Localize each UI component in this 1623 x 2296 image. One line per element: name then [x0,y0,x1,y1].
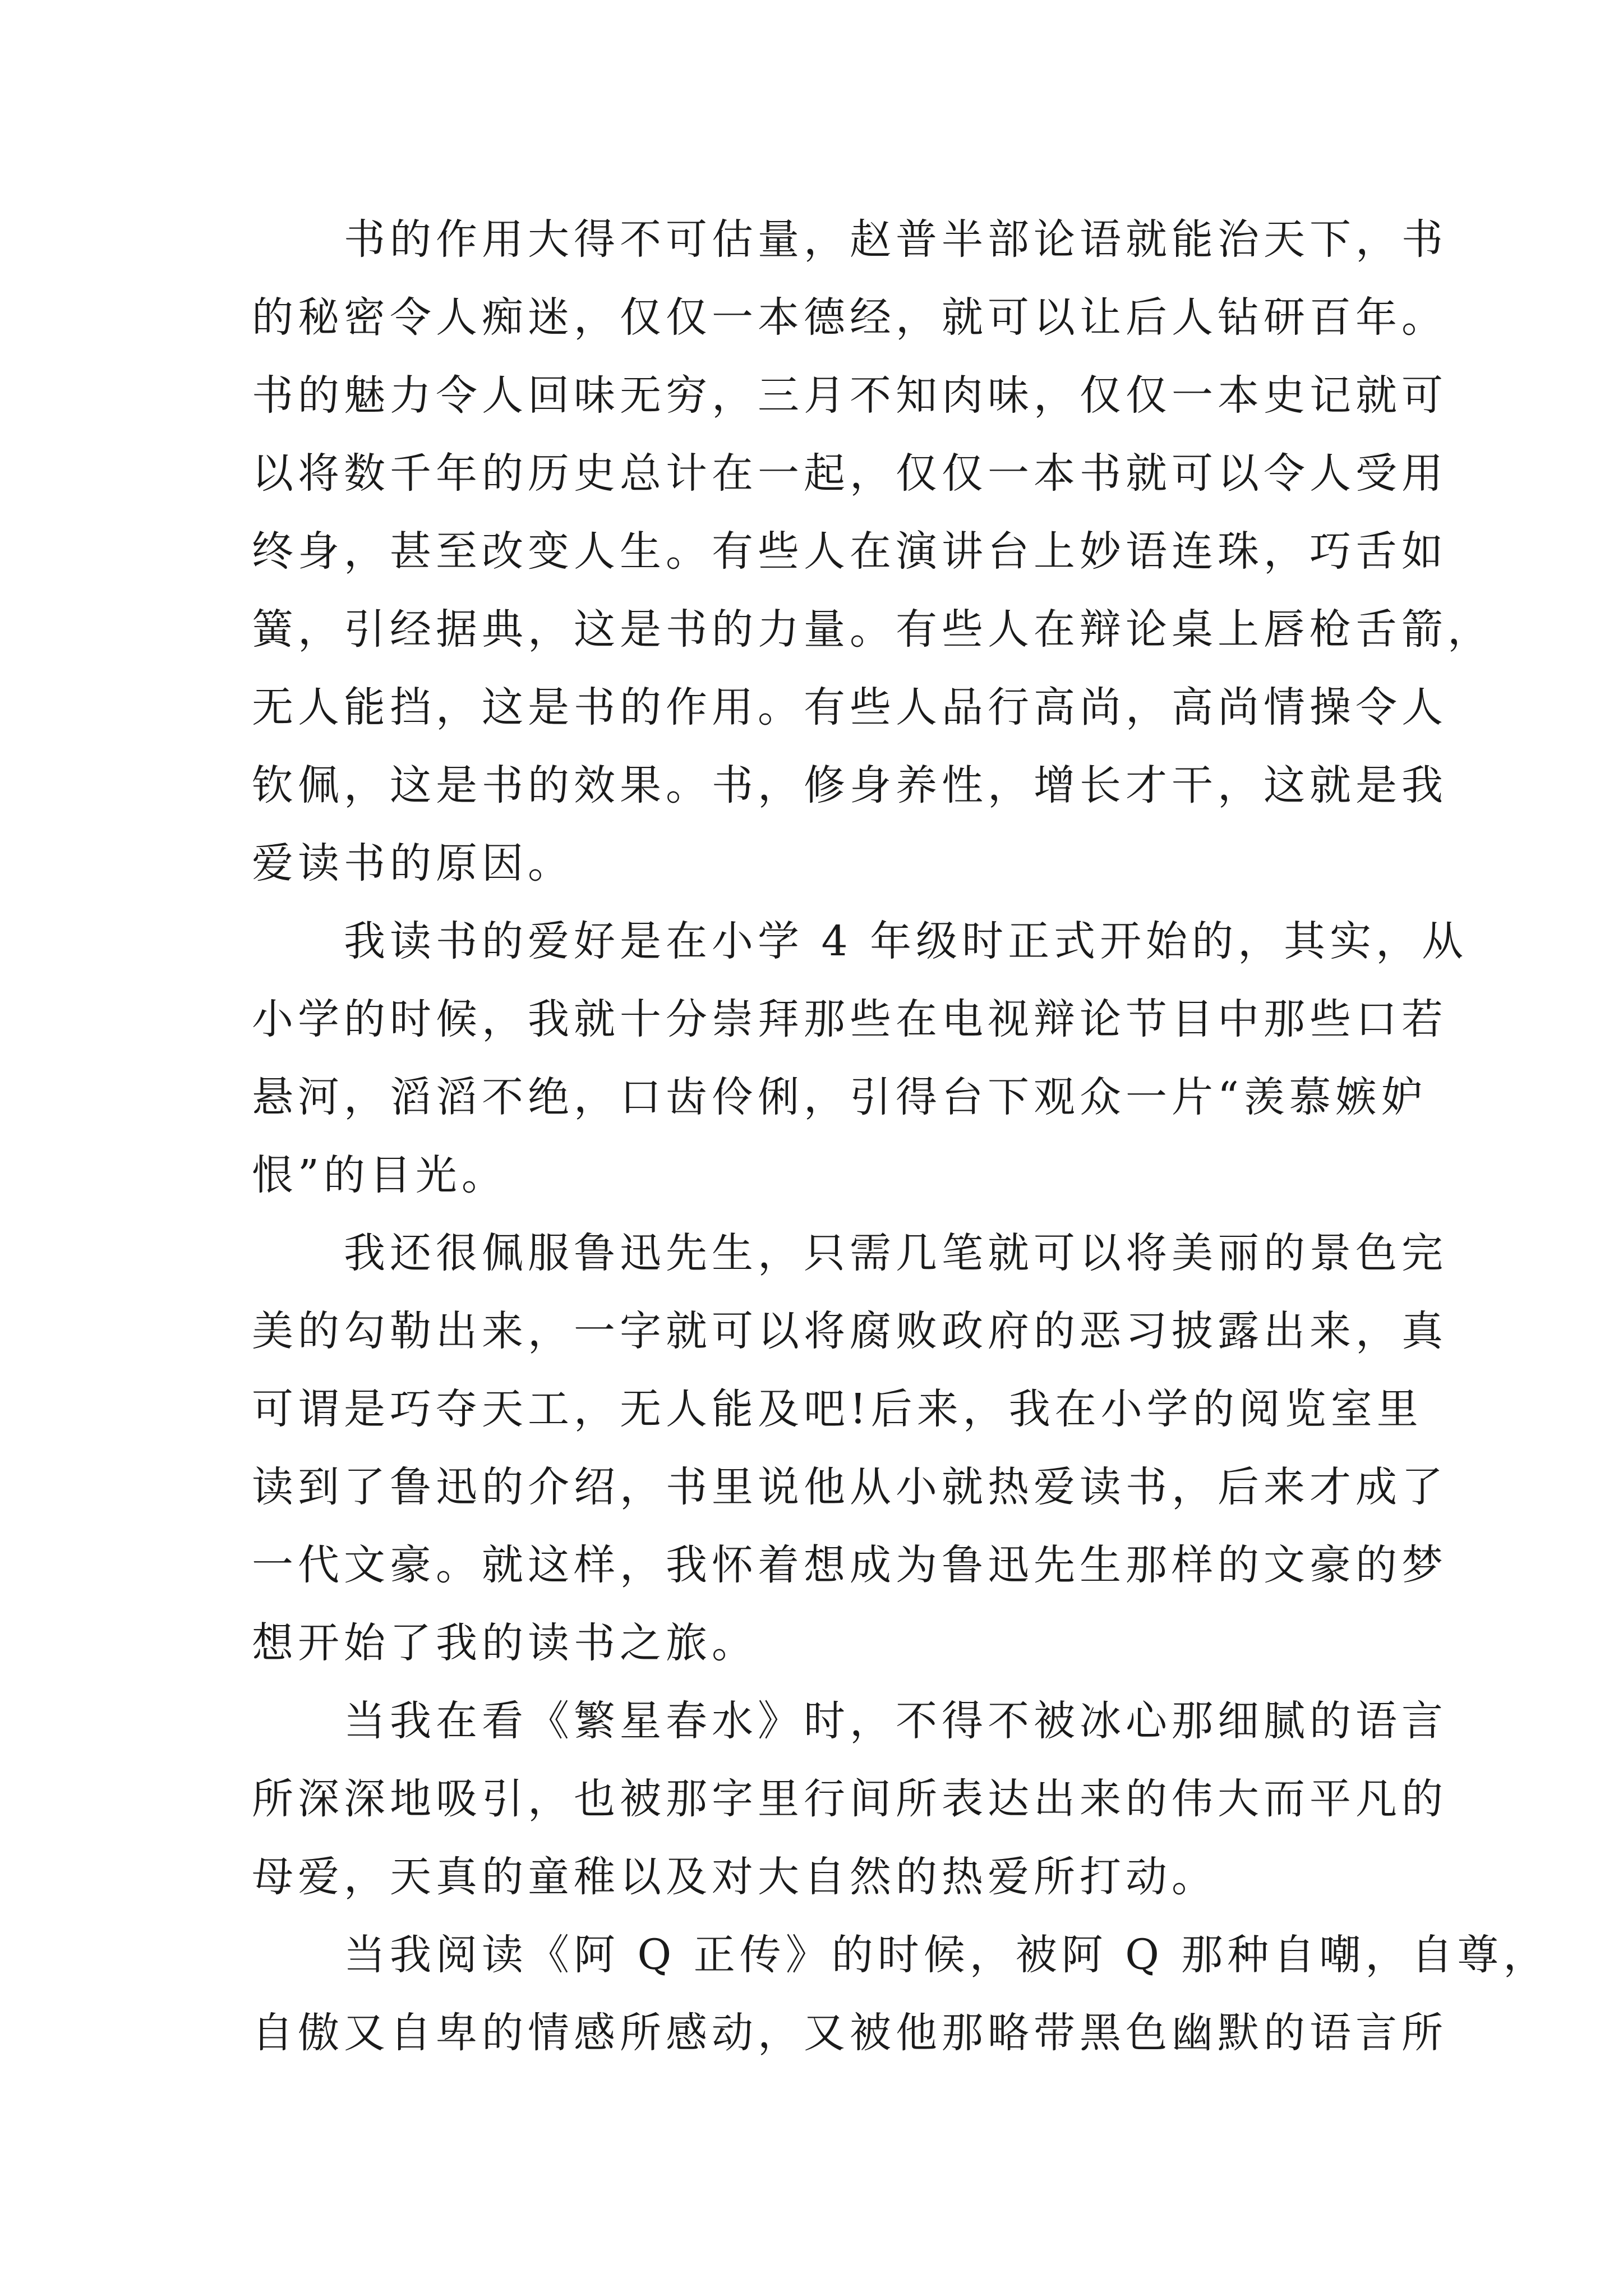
text-line: 美的勾勒出来，一字就可以将腐败政府的恶习披露出来，真 [252,1307,1447,1355]
text-line: 恨”的目光。 [252,1151,508,1199]
text-line: 簧，引经据典，这是书的力量。有些人在辩论桌上唇枪舌箭， [252,605,1493,654]
document-body [252,201,1550,2072]
text-line: 所深深地吸引，也被那字里行间所表达出来的伟大而平凡的 [252,1775,1447,1823]
paragraph-4 [252,1682,1447,1916]
text-line: 一代文豪。就这样，我怀着想成为鲁迅先生那样的文豪的梦 [252,1541,1447,1589]
text-line: 母爱，天真的童稚以及对大自然的热爱所打动。 [252,1853,1218,1901]
text-line: 以将数千年的历史总计在一起，仅仅一本书就可以令人受用 [252,449,1447,498]
text-line: 可谓是巧夺天工，无人能及吧!后来，我在小学的阅览室里 [252,1385,1423,1433]
text-line: 当我阅读《阿 Q 正传》的时候，被阿 Q 那种自嘲，自尊， [344,1931,1550,1979]
text-line: 当我在看《繁星春水》时，不得不被冰心那细腻的语言 [344,1697,1447,1745]
text-line: 自傲又自卑的情感所感动，又被他那略带黑色幽默的语言所 [252,2009,1447,2057]
text-line: 想开始了我的读书之旅。 [252,1619,758,1667]
paragraph-2 [252,903,1468,1214]
text-line: 读到了鲁迅的介绍，书里说他从小就热爱读书，后来才成了 [252,1463,1447,1511]
paragraph-1 [252,201,1493,903]
text-line: 无人能挡，这是书的作用。有些人品行高尚，高尚情操令人 [252,683,1447,731]
paragraph-3 [252,1214,1447,1682]
text-line: 书的魅力令人回味无穷，三月不知肉味，仅仅一本史记就可 [252,371,1447,420]
text-line: 终身，甚至改变人生。有些人在演讲台上妙语连珠，巧舌如 [252,527,1447,576]
text-line: 书的作用大得不可估量，赵普半部论语就能治天下，书 [344,215,1447,264]
paragraph-5 [252,1916,1550,2072]
text-line: 我还很佩服鲁迅先生，只需几笔就可以将美丽的景色完 [344,1229,1447,1277]
text-line: 爱读书的原因。 [252,839,574,887]
text-line: 小学的时候，我就十分崇拜那些在电视辩论节目中那些口若 [252,995,1447,1043]
text-line: 悬河，滔滔不绝，口齿伶俐，引得台下观众一片“羡慕嫉妒 [252,1073,1427,1121]
text-line: 我读书的爱好是在小学 4 年级时正式开始的，其实，从 [344,917,1468,965]
text-line: 钦佩，这是书的效果。书，修身养性，增长才干，这就是我 [252,761,1447,809]
text-line: 的秘密令人痴迷，仅仅一本德经，就可以让后人钻研百年。 [252,293,1447,342]
